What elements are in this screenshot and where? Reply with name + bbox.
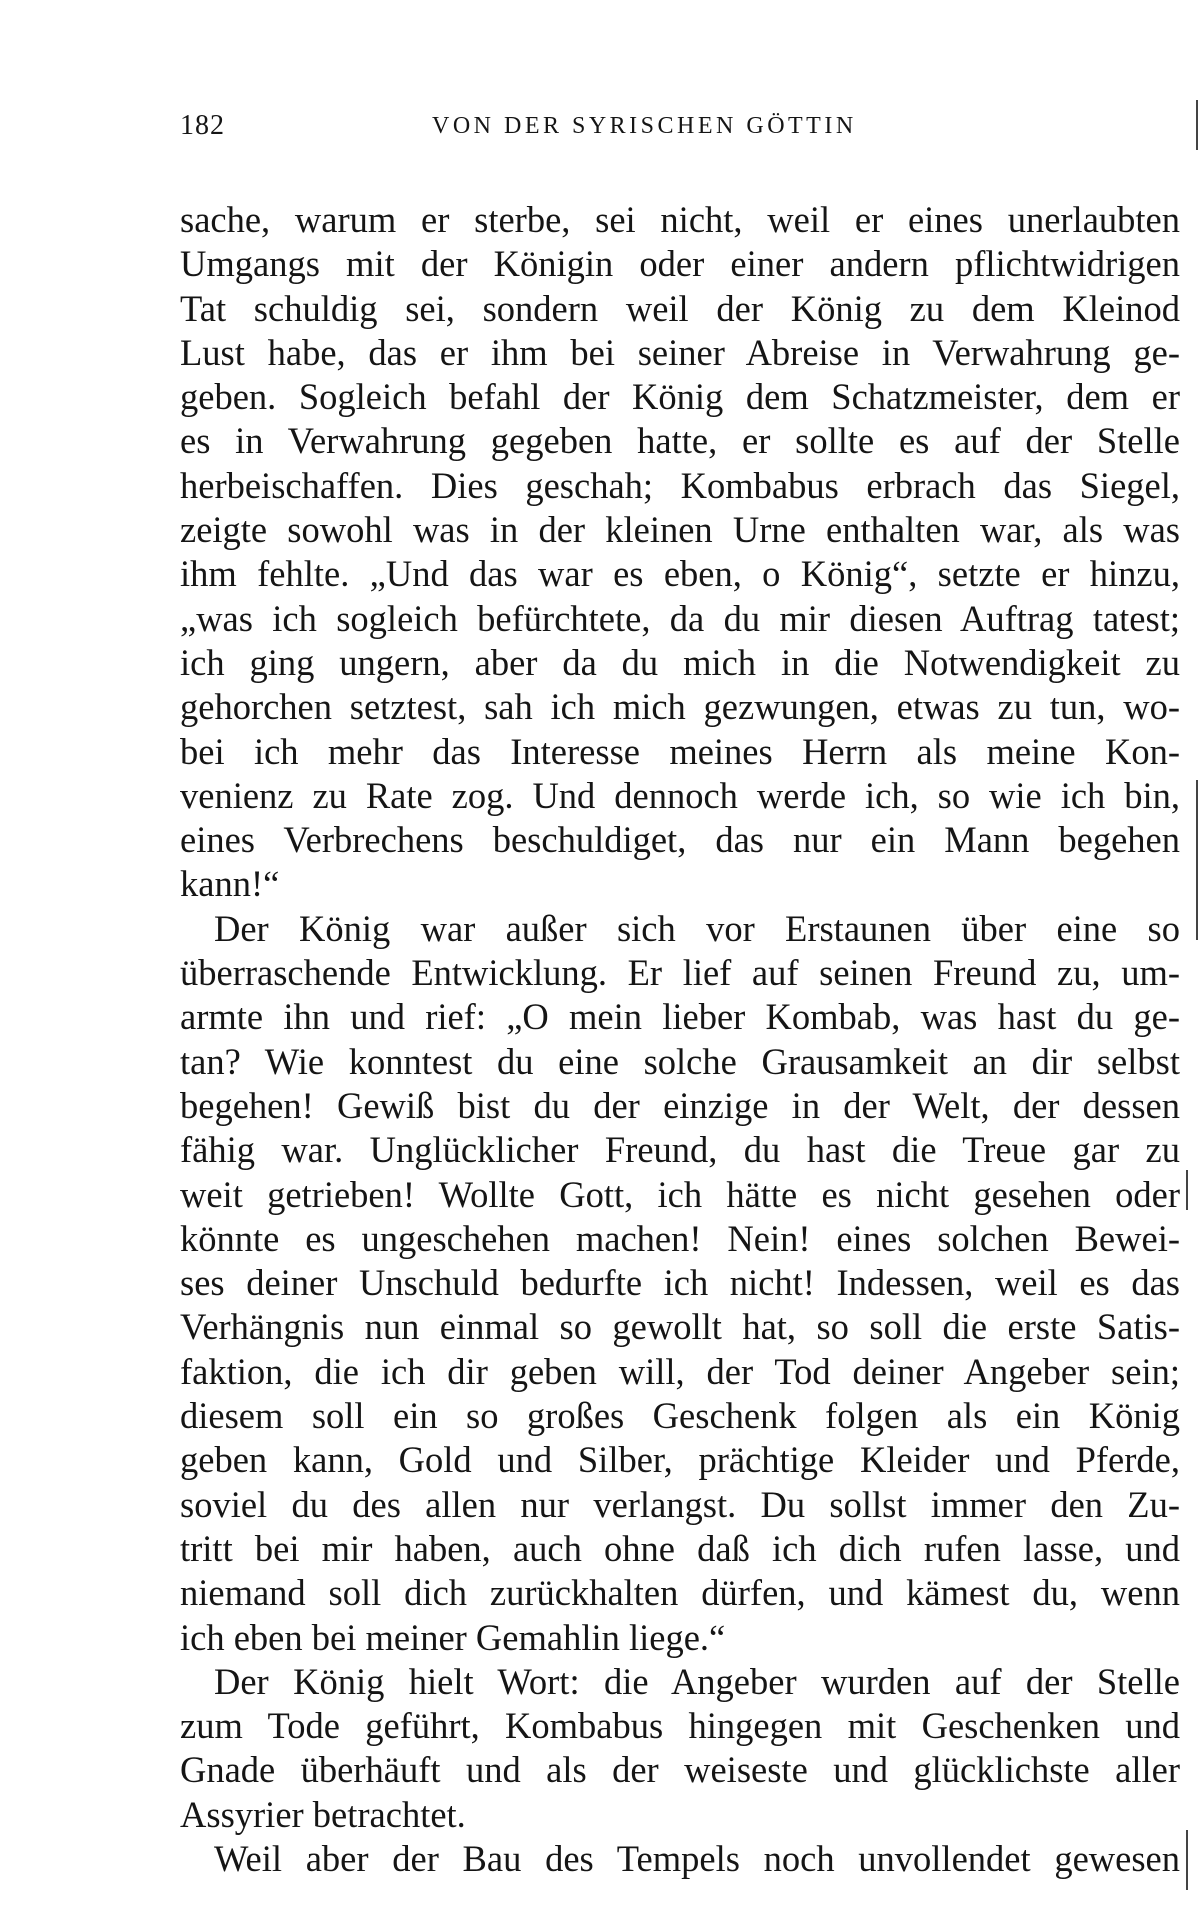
text-line: ich eben bei meiner Gemahlin liege.“	[180, 1616, 726, 1658]
text-line: zum Tode geführt, Kombabus hingegen mit Geschenken und	[180, 1705, 1180, 1747]
text-line: es in Verwahrung gegeben hatte, er sollte es auf der Stelle	[180, 420, 1180, 462]
page-number: 182	[180, 110, 225, 141]
text-line: Der König war außer sich vor Erstaunen über eine so	[214, 907, 1180, 949]
text-line: weit getrieben! Wollte Gott, ich hätte es nicht gesehen oder	[180, 1173, 1180, 1215]
text-line: Tat schuldig sei, sondern weil der König zu dem Kleinod	[180, 287, 1180, 329]
text-line: gehorchen setztest, sah ich mich gezwungen, etwas zu tun, wo-	[180, 686, 1180, 728]
text-line: venienz zu Rate zog. Und dennoch werde ich, so wie ich bin,	[180, 774, 1180, 816]
text-line: Assyrier betrachtet.	[180, 1793, 466, 1835]
text-line: faktion, die ich dir geben will, der Tod deiner Angeber sein;	[180, 1350, 1180, 1392]
scan-edge-mark	[1186, 1170, 1188, 1210]
text-line: soviel du des allen nur verlangst. Du sollst immer den Zu-	[180, 1483, 1180, 1525]
text-line: „was ich sogleich befürchtete, da du mir diesen Auftrag tatest;	[180, 597, 1180, 639]
text-line: eines Verbrechens beschuldiget, das nur ein Mann begehen	[180, 819, 1180, 861]
text-line: Weil aber der Bau des Tempels noch unvollendet gewesen	[214, 1837, 1180, 1879]
scan-edge-mark	[1186, 1830, 1188, 1890]
text-line: sache, warum er sterbe, sei nicht, weil er eines unerlaubten	[180, 199, 1180, 240]
text-line: tritt bei mir haben, auch ohne daß ich dich rufen lasse, und	[180, 1527, 1180, 1569]
body-text	[180, 198, 1180, 1881]
text-line: kann!“	[180, 863, 280, 905]
text-line: begehen! Gewiß bist du der einzige in der Welt, der dessen	[180, 1084, 1180, 1126]
text-line: bei ich mehr das Interesse meines Herrn als meine Kon-	[180, 730, 1180, 772]
text-line: geben. Sogleich befahl der König dem Schatzmeister, dem er	[180, 376, 1180, 418]
text-line: Verhängnis nun einmal so gewollt hat, so soll die erste Satis-	[180, 1306, 1180, 1348]
text-line: ich ging ungern, aber da du mich in die Notwendigkeit zu	[180, 641, 1180, 683]
scan-edge-mark	[1196, 780, 1198, 940]
text-line: tan? Wie konntest du eine solche Grausamkeit an dir selbst	[180, 1040, 1180, 1082]
text-line: armte ihn und rief: „O mein lieber Kombab, was hast du ge-	[180, 996, 1180, 1038]
page-header	[180, 110, 1180, 150]
text-line: diesem soll ein so großes Geschenk folgen als ein König	[180, 1395, 1180, 1437]
text-line: ihm fehlte. „Und das war es eben, o König“, setzte er hinzu,	[180, 553, 1180, 595]
scan-edge-mark	[1196, 100, 1198, 150]
text-line: könnte es ungeschehen machen! Nein! eines solchen Bewei-	[180, 1217, 1180, 1259]
text-line: niemand soll dich zurückhalten dürfen, und kämest du, wenn	[180, 1572, 1180, 1614]
text-line: Gnade überhäuft und als der weiseste und glücklichste aller	[180, 1749, 1180, 1791]
text-line: geben kann, Gold und Silber, prächtige Kleider und Pferde,	[180, 1439, 1180, 1481]
text-line: Der König hielt Wort: die Angeber wurden auf der Stelle	[214, 1660, 1180, 1702]
running-head: VON DER SYRISCHEN GÖTTIN	[432, 113, 857, 139]
text-line: zeigte sowohl was in der kleinen Urne enthalten war, als was	[180, 509, 1180, 551]
text-line: fähig war. Unglücklicher Freund, du hast die Treue gar zu	[180, 1129, 1180, 1171]
text-line: herbeischaffen. Dies geschah; Kombabus erbrach das Siegel,	[180, 464, 1180, 506]
text-line: überraschende Entwicklung. Er lief auf seinen Freund zu, um-	[180, 952, 1180, 994]
text-line: Umgangs mit der Königin oder einer andern pflichtwidrigen	[180, 243, 1180, 285]
text-line: ses deiner Unschuld bedurfte ich nicht! Indessen, weil es das	[180, 1262, 1180, 1304]
text-line: Lust habe, das er ihm bei seiner Abreise in Verwahrung ge-	[180, 331, 1180, 373]
